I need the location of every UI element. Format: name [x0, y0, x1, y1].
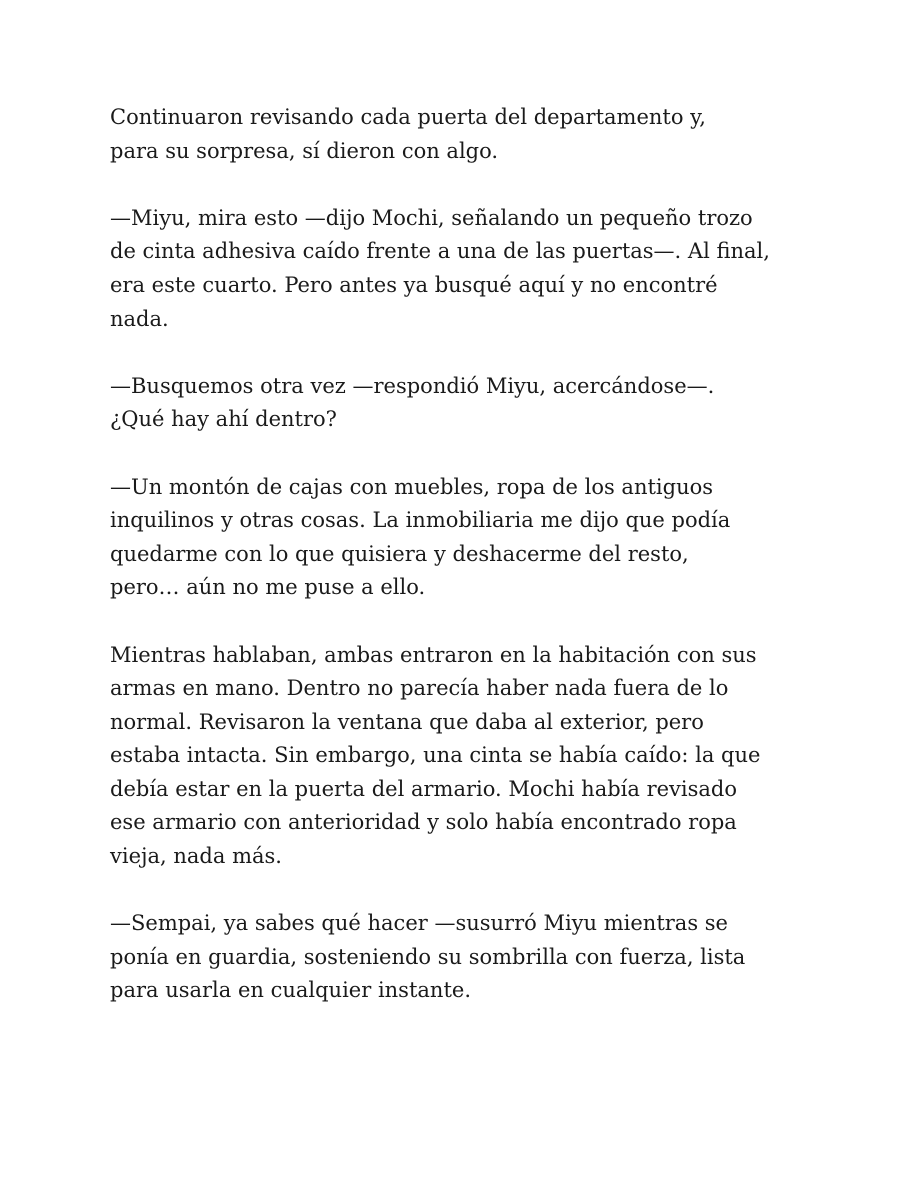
paragraph-6: [110, 907, 810, 1008]
body-text: [110, 101, 810, 1042]
text-line: vieja, nada más.: [110, 844, 282, 869]
paragraph-4: [110, 471, 810, 605]
text-line: normal. Revisaron la ventana que daba al exterior, pero: [110, 709, 704, 734]
paragraph-3: [110, 370, 810, 437]
text-line: pero… aún no me puse a ello.: [110, 575, 426, 600]
text-line: para usarla en cualquier instante.: [110, 978, 471, 1003]
text-line: armas en mano. Dentro no parecía haber nada fuera de lo: [110, 676, 729, 701]
text-line: quedarme con lo que quisiera y deshacerme del resto,: [110, 541, 689, 566]
text-line: ¿Qué hay ahí dentro?: [110, 407, 337, 432]
text-line: inquilinos y otras cosas. La inmobiliaria me dijo que podía: [110, 508, 731, 533]
paragraph-5: [110, 639, 810, 874]
paragraph-2: [110, 202, 810, 336]
text-line: debía estar en la puerta del armario. Mochi había revisado: [110, 776, 737, 801]
text-line: —Miyu, mira esto —dijo Mochi, señalando un pequeño trozo: [110, 205, 753, 230]
text-line: —Un montón de cajas con muebles, ropa de los antiguos: [110, 474, 714, 499]
text-line: ese armario con anterioridad y solo había encontrado ropa: [110, 810, 737, 835]
text-line: nada.: [110, 306, 169, 331]
text-line: estaba intacta. Sin embargo, una cinta se había caído: la que: [110, 743, 761, 768]
text-line: para su sorpresa, sí dieron con algo.: [110, 138, 499, 163]
text-line: Continuaron revisando cada puerta del departamento y,: [110, 105, 706, 129]
text-line: Mientras hablaban, ambas entraron en la habitación con sus: [110, 642, 757, 667]
text-line: ponía en guardia, sosteniendo su sombrilla con fuerza, lista: [110, 944, 746, 969]
paragraph-1: [110, 101, 810, 168]
text-line: de cinta adhesiva caído frente a una de las puertas—. Al final,: [110, 239, 770, 264]
text-line: era este cuarto. Pero antes ya busqué aquí y no encontré: [110, 272, 718, 297]
text-line: —Sempai, ya sabes qué hacer —susurró Miyu mientras se: [110, 911, 728, 936]
text-line: —Busquemos otra vez —respondió Miyu, acercándose—.: [110, 373, 715, 398]
